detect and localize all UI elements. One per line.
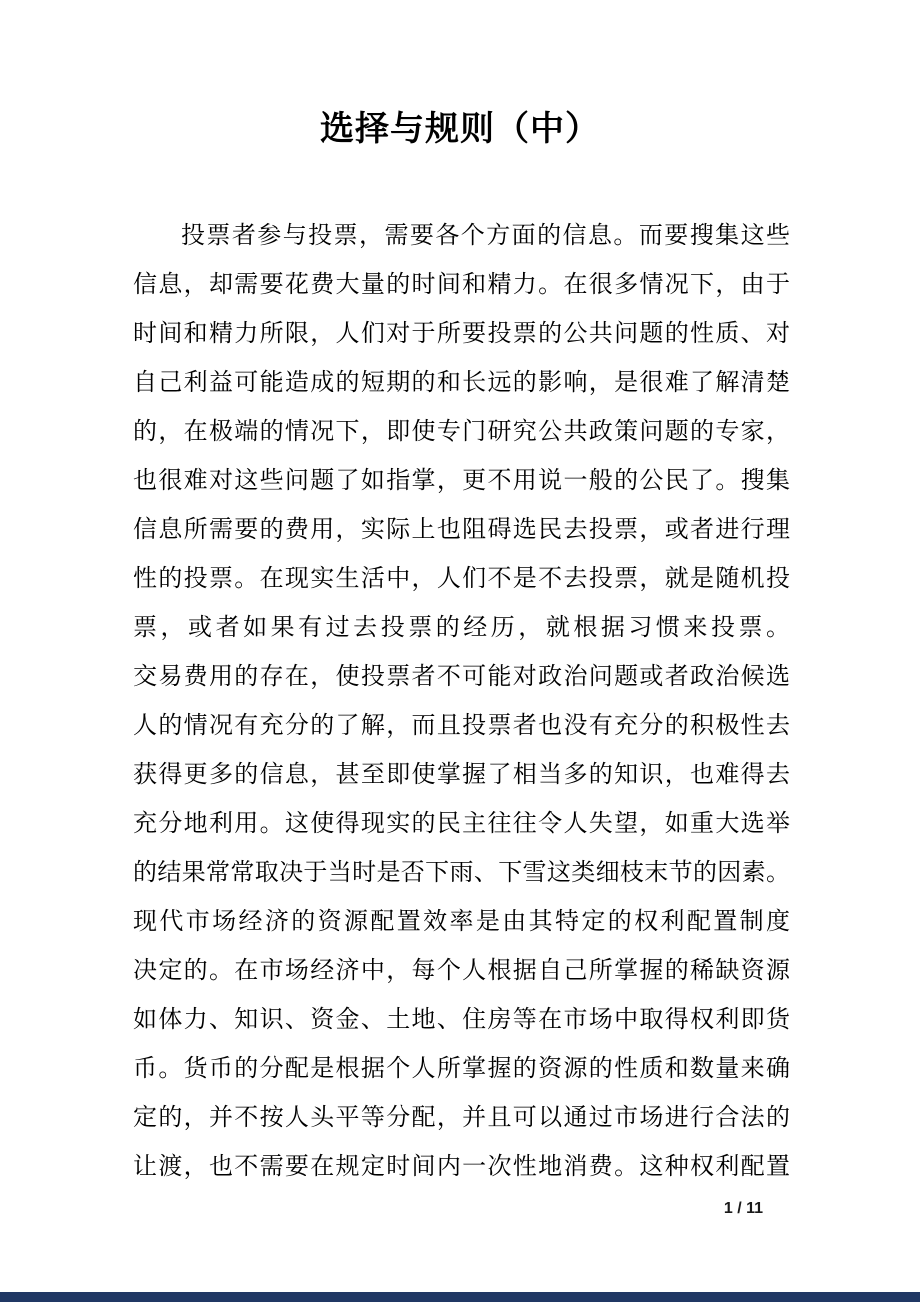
text-line: 自己利益可能造成的短期的和长远的影响，是很难了解清楚 [133,370,790,396]
text-line: 如体力、知识、资金、土地、住房等在市场中取得权利即货 [133,1007,790,1033]
document-body [133,212,790,1192]
text-line: 现代市场经济的资源配置效率是由其特定的权利配置制度 [133,909,790,935]
page-number: 1 / 11 [723,1200,763,1217]
text-line: 投票者参与投票，需要各个方面的信息。而要搜集这些 [181,223,790,249]
text-line: 信息所需要的费用，实际上也阻碍选民去投票，或者进行理 [133,517,790,543]
text-line: 也很难对这些问题了如指掌，更不用说一般的公民了。搜集 [133,468,790,494]
page-title: 选择与规则（中） [320,111,600,148]
text-line: 币。货币的分配是根据个人所掌握的资源的性质和数量来确 [133,1056,790,1082]
text-line: 时间和精力所限，人们对于所要投票的公共问题的性质、对 [133,321,790,347]
bottom-edge-bar [0,1292,920,1302]
text-line: 的结果常常取决于当时是否下雨、下雪这类细枝末节的因素。 [133,860,790,886]
text-line: 信息，却需要花费大量的时间和精力。在很多情况下，由于 [133,272,790,298]
text-line: 决定的。在市场经济中，每个人根据自己所掌握的稀缺资源 [133,958,790,984]
text-line: 让渡，也不需要在规定时间内一次性地消费。这种权利配置 [133,1154,790,1180]
text-line: 人的情况有充分的了解，而且投票者也没有充分的积极性去 [133,713,790,739]
text-line: 定的，并不按人头平等分配，并且可以通过市场进行合法的 [133,1105,790,1131]
text-line: 的，在极端的情况下，即使专门研究公共政策问题的专家， [133,419,790,445]
text-line: 获得更多的信息，甚至即使掌握了相当多的知识，也难得去 [133,762,790,788]
text-line: 性的投票。在现实生活中，人们不是不去投票，就是随机投 [133,566,790,592]
text-line: 交易费用的存在，使投票者不可能对政治问题或者政治候选 [133,664,790,690]
text-line: 票，或者如果有过去投票的经历，就根据习惯来投票。 [133,615,790,641]
text-line: 充分地利用。这使得现实的民主往往令人失望，如重大选举 [133,811,790,837]
